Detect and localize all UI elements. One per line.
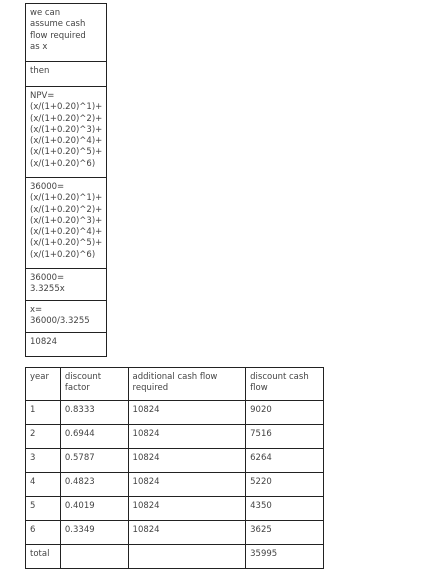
- discounted-cash-flow-cell: 3625: [246, 521, 324, 545]
- cash-flow-cell: 10824: [128, 449, 246, 473]
- assumption-cell: [26, 4, 107, 62]
- equation-line: (x/(1+0.20)^3)+: [30, 215, 103, 226]
- year-cell: 5: [26, 497, 61, 521]
- npv-line: (x/(1+0.20)^4)+: [30, 136, 103, 147]
- equation-line: (x/(1+0.20)^2)+: [30, 204, 103, 215]
- solve-cell: [26, 301, 107, 333]
- cash-flow-cell: 10824: [128, 401, 246, 425]
- total-label-cell: total: [26, 545, 61, 569]
- table-row: [26, 497, 324, 521]
- npv-line: NPV=: [30, 91, 55, 101]
- simplified-line: 3.3255x: [30, 284, 65, 295]
- discounted-cash-flow-cell: 9020: [246, 401, 324, 425]
- solve-line: x=: [30, 305, 43, 315]
- equation-line: (x/(1+0.20)^1)+: [30, 193, 103, 204]
- table-header-row: [26, 368, 324, 401]
- header-line: flow: [250, 383, 268, 394]
- year-cell: 3: [26, 449, 61, 473]
- header-cell-discount-factor: [60, 368, 128, 401]
- discount-factor-cell: 0.3349: [60, 521, 128, 545]
- discounted-cash-flow-cell: 7516: [246, 425, 324, 449]
- empty-cell: [60, 545, 128, 569]
- discounted-cash-flow-cell: 4350: [246, 497, 324, 521]
- header-line: required: [132, 383, 169, 394]
- then-cell: [26, 62, 107, 87]
- simplified-line: 36000=: [30, 273, 65, 283]
- table-row: [26, 521, 324, 545]
- then-text: then: [30, 66, 50, 76]
- equation-cell: [26, 178, 107, 269]
- assumption-line: as x: [30, 41, 48, 52]
- discount-factor-cell: 0.8333: [60, 401, 128, 425]
- header-line: discount: [64, 372, 102, 382]
- table-row: [26, 449, 324, 473]
- year-cell: 1: [26, 401, 61, 425]
- discount-factor-cell: 0.6944: [60, 425, 128, 449]
- header-cell-year: [26, 368, 61, 401]
- empty-cell: [128, 545, 246, 569]
- year-cell: 6: [26, 521, 61, 545]
- table-row: [26, 401, 324, 425]
- cash-flow-cell: 10824: [128, 473, 246, 497]
- assumption-line: assume cash: [30, 19, 86, 30]
- cash-flow-cell: 10824: [128, 521, 246, 545]
- npv-formula-cell: [26, 87, 107, 178]
- discount-factor-cell: 0.5787: [60, 449, 128, 473]
- assumption-line: flow required: [30, 30, 86, 41]
- assumption-line: we can: [30, 8, 61, 18]
- discount-factor-cell: 0.4019: [60, 497, 128, 521]
- equation-line: (x/(1+0.20)^6): [30, 249, 96, 260]
- npv-line: (x/(1+0.20)^5)+: [30, 147, 103, 158]
- header-line: discount cash: [250, 372, 309, 382]
- header-line: year: [30, 372, 49, 382]
- equation-line: (x/(1+0.20)^5)+: [30, 238, 103, 249]
- total-value-cell: 35995: [246, 545, 324, 569]
- npv-line: (x/(1+0.20)^1)+: [30, 102, 103, 113]
- cash-flow-cell: 10824: [128, 425, 246, 449]
- header-line: factor: [64, 383, 90, 394]
- npv-line: (x/(1+0.20)^6): [30, 158, 96, 169]
- table-row: [26, 425, 324, 449]
- calculation-steps-table: [25, 3, 107, 357]
- cash-flow-cell: 10824: [128, 497, 246, 521]
- discount-factor-cell: 0.4823: [60, 473, 128, 497]
- year-cell: 2: [26, 425, 61, 449]
- header-line: additional cash flow: [132, 372, 218, 382]
- header-cell-additional-cash-flow: [128, 368, 246, 401]
- simplified-equation-cell: [26, 269, 107, 301]
- npv-line: (x/(1+0.20)^3)+: [30, 124, 103, 135]
- npv-line: (x/(1+0.20)^2)+: [30, 113, 103, 124]
- discounted-cash-flow-cell: 5220: [246, 473, 324, 497]
- equation-line: (x/(1+0.20)^4)+: [30, 227, 103, 238]
- header-cell-discount-cash-flow: [246, 368, 324, 401]
- result-value: 10824: [30, 337, 58, 347]
- equation-line: 36000=: [30, 182, 65, 192]
- solve-line: 36000/3.3255: [30, 316, 90, 327]
- result-cell: [26, 333, 107, 357]
- discounted-cash-flow-cell: 6264: [246, 449, 324, 473]
- year-cell: 4: [26, 473, 61, 497]
- total-row: [26, 545, 324, 569]
- discounted-cash-flow-table: [25, 367, 324, 569]
- table-row: [26, 473, 324, 497]
